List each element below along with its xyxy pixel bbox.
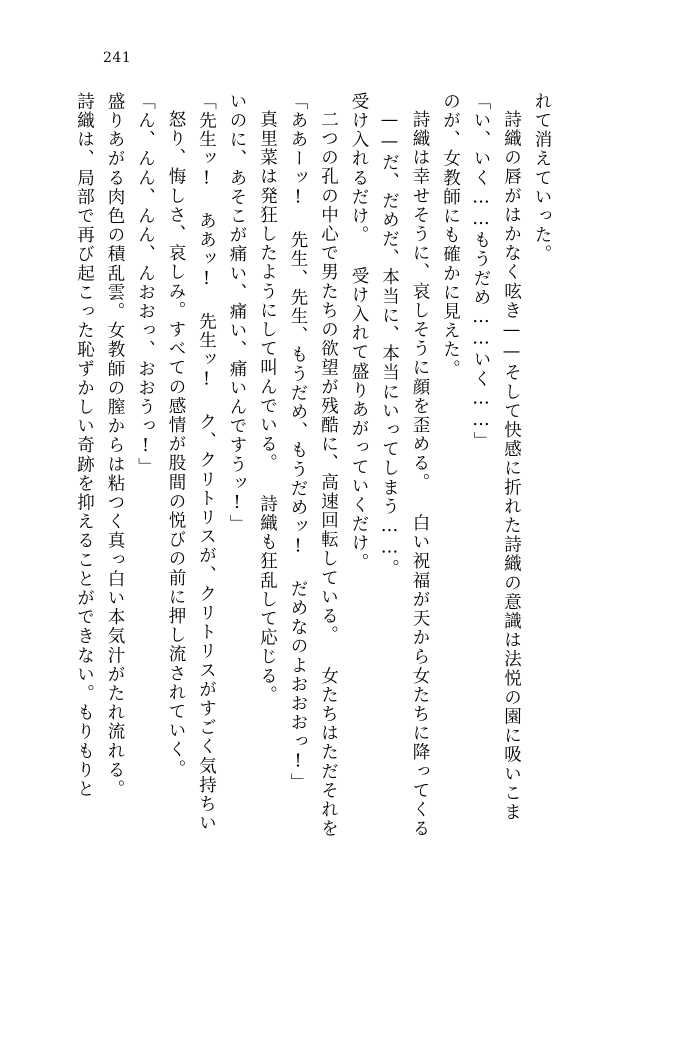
text-column: 詩織の唇がはかなく呟き——そして快感に折れた詩織の意識は法悦の園に吸いこま <box>501 110 522 822</box>
text-column: のが、女教師にも確かに見えた。 <box>440 92 461 379</box>
text-column: 二つの孔の中心で男たちの欲望が残酷に、高速回転している。 女たちはただそれを <box>318 110 339 839</box>
text-column: れて消えていった。 <box>532 92 552 264</box>
text-column: いのに、あそこが痛い、痛い、痛いんですうッ!」 <box>227 92 247 534</box>
text-column: ——だ、だめだ、本当に、本当にいってしまう……。 <box>379 110 400 579</box>
text-column: 「ん、んん、んん、んおおっ、おおうっ!」 <box>135 92 156 477</box>
text-column: 「い、いく……もうだめ……いく……」 <box>471 92 491 451</box>
text-column: 「先生ッ! ああッ! 先生ッ! ク、クリトリスが、クリトリスがすごく気持ちい <box>196 92 217 833</box>
text-column: 真里菜は発狂したようにして叫んでいる。 詩織も狂乱して応じる。 <box>257 110 278 705</box>
vertical-text-block <box>75 92 635 972</box>
text-column: 詩織は、局部で再び起こった恥ずかしい奇跡を抑えることができない。もりもりと <box>74 92 95 799</box>
text-column: 怒り、悔しさ、哀しみ。すべての感情が股間の悦びの前に押し流されていく。 <box>166 110 186 779</box>
text-column: 詩織は幸せそうに、哀しそうに顔を歪める。 白い祝福が天から女たちに降ってくる <box>410 110 430 839</box>
text-column: 盛りあがる肉色の積乱雲。女教師の膣からは粘つく真っ白い本気汁がたれ流れる。 <box>105 92 125 799</box>
text-column: 受け入れるだけ。 受け入れて盛りあがっていくだけ。 <box>349 92 369 572</box>
page-number: 241 <box>103 50 132 66</box>
text-column: 「ああーッ! 先生、先生、もうだめ、もうだめッ! だめなのよおおおっ!」 <box>288 92 308 793</box>
